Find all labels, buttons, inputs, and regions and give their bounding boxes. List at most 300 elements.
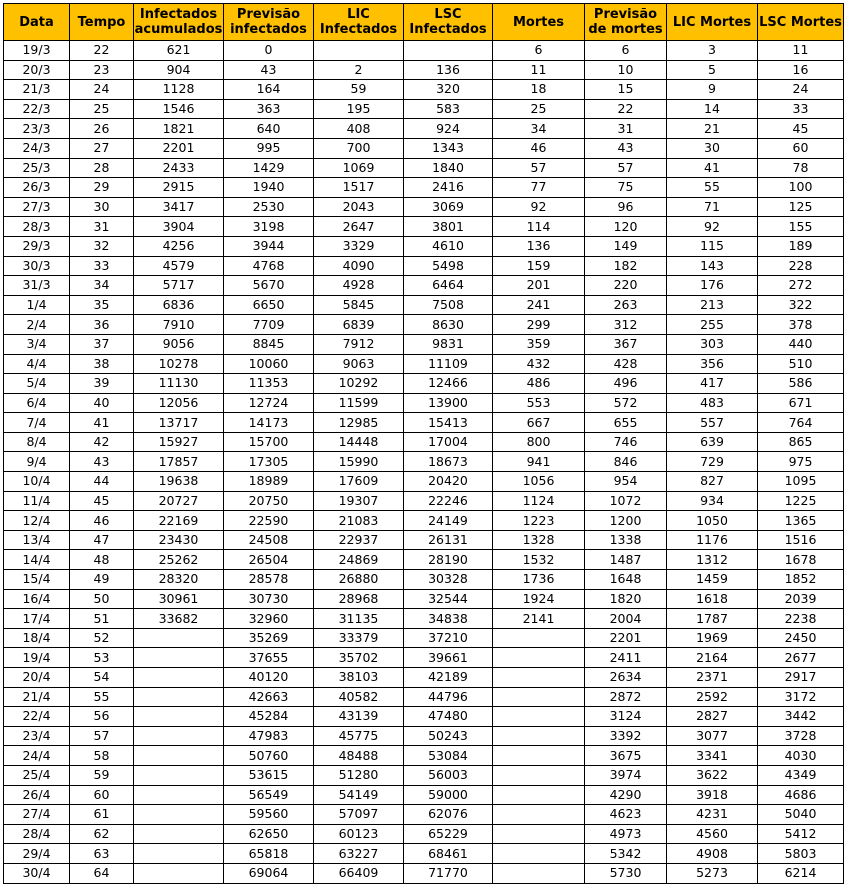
table-row: [4, 824, 844, 844]
cell-infectados-acumulados: 17857: [134, 452, 224, 472]
table-body: [4, 41, 844, 884]
cell-data: 29/3: [4, 236, 70, 256]
cell-lsc-mortes: 45: [758, 119, 844, 139]
cell-lsc-infectados: 583: [404, 99, 493, 119]
cell-tempo: 38: [70, 354, 134, 374]
cell-previsao-infectados: 30730: [224, 589, 314, 609]
cell-lsc-infectados: 320: [404, 80, 493, 100]
cell-data: 23/4: [4, 726, 70, 746]
cell-lsc-mortes: 228: [758, 256, 844, 276]
cell-tempo: 40: [70, 393, 134, 413]
cell-lic-infectados: 3329: [314, 236, 404, 256]
cell-previsao-infectados: 37655: [224, 648, 314, 668]
cell-lic-mortes: 255: [667, 315, 758, 335]
cell-lsc-infectados: 26131: [404, 530, 493, 550]
cell-mortes: 241: [493, 295, 585, 315]
cell-previsao-infectados: 8845: [224, 334, 314, 354]
cell-lic-mortes: 303: [667, 334, 758, 354]
cell-previsao-mortes: 4973: [585, 824, 667, 844]
cell-previsao-infectados: 1940: [224, 178, 314, 198]
cell-previsao-mortes: 120: [585, 217, 667, 237]
cell-lsc-infectados: 24149: [404, 511, 493, 531]
header-infectados-acumulados: Infectados acumulados: [134, 4, 224, 41]
table-row: [4, 354, 844, 374]
cell-lsc-mortes: 2677: [758, 648, 844, 668]
cell-mortes: [493, 687, 585, 707]
cell-previsao-mortes: 1820: [585, 589, 667, 609]
cell-lsc-infectados: 924: [404, 119, 493, 139]
table-row: [4, 472, 844, 492]
cell-lic-infectados: 700: [314, 138, 404, 158]
cell-lic-infectados: 31135: [314, 609, 404, 629]
cell-mortes: 6: [493, 41, 585, 61]
cell-lic-mortes: 9: [667, 80, 758, 100]
cell-lsc-mortes: 4349: [758, 765, 844, 785]
cell-mortes: [493, 668, 585, 688]
cell-mortes: 1924: [493, 589, 585, 609]
cell-tempo: 31: [70, 217, 134, 237]
cell-previsao-infectados: 7709: [224, 315, 314, 335]
cell-infectados-acumulados: 13717: [134, 413, 224, 433]
table-row: [4, 256, 844, 276]
cell-lic-mortes: 1459: [667, 570, 758, 590]
cell-lic-infectados: 38103: [314, 668, 404, 688]
cell-tempo: 23: [70, 60, 134, 80]
cell-data: 25/4: [4, 765, 70, 785]
cell-tempo: 42: [70, 432, 134, 452]
cell-lsc-mortes: 100: [758, 178, 844, 198]
cell-lsc-infectados: 9831: [404, 334, 493, 354]
cell-lsc-infectados: 15413: [404, 413, 493, 433]
cell-previsao-infectados: 3944: [224, 236, 314, 256]
cell-previsao-infectados: 43: [224, 60, 314, 80]
table-row: [4, 746, 844, 766]
table-row: [4, 197, 844, 217]
cell-lsc-infectados: 1840: [404, 158, 493, 178]
cell-previsao-infectados: 62650: [224, 824, 314, 844]
cell-infectados-acumulados: [134, 707, 224, 727]
cell-tempo: 60: [70, 785, 134, 805]
cell-data: 22/4: [4, 707, 70, 727]
cell-previsao-mortes: 96: [585, 197, 667, 217]
cell-infectados-acumulados: [134, 687, 224, 707]
cell-lsc-infectados: 71770: [404, 863, 493, 883]
cell-mortes: 1736: [493, 570, 585, 590]
cell-lsc-mortes: 125: [758, 197, 844, 217]
cell-data: 27/4: [4, 805, 70, 825]
cell-lsc-mortes: 24: [758, 80, 844, 100]
cell-lsc-mortes: 5803: [758, 844, 844, 864]
cell-mortes: [493, 785, 585, 805]
cell-lic-infectados: 15990: [314, 452, 404, 472]
cell-data: 23/3: [4, 119, 70, 139]
cell-mortes: 486: [493, 374, 585, 394]
cell-data: 20/3: [4, 60, 70, 80]
cell-lic-infectados: 60123: [314, 824, 404, 844]
cell-previsao-mortes: 220: [585, 276, 667, 296]
cell-lic-mortes: 1050: [667, 511, 758, 531]
cell-lsc-infectados: 62076: [404, 805, 493, 825]
table-row: [4, 413, 844, 433]
cell-lic-infectados: 35702: [314, 648, 404, 668]
table-row: [4, 374, 844, 394]
cell-tempo: 52: [70, 628, 134, 648]
cell-tempo: 61: [70, 805, 134, 825]
cell-lic-mortes: 41: [667, 158, 758, 178]
cell-mortes: 299: [493, 315, 585, 335]
cell-infectados-acumulados: 1821: [134, 119, 224, 139]
cell-tempo: 48: [70, 550, 134, 570]
cell-previsao-mortes: 367: [585, 334, 667, 354]
cell-infectados-acumulados: 11130: [134, 374, 224, 394]
table-row: [4, 217, 844, 237]
cell-previsao-infectados: 15700: [224, 432, 314, 452]
cell-infectados-acumulados: 4256: [134, 236, 224, 256]
cell-previsao-infectados: 59560: [224, 805, 314, 825]
cell-lic-mortes: 5273: [667, 863, 758, 883]
cell-data: 28/4: [4, 824, 70, 844]
table-row: [4, 863, 844, 883]
cell-lsc-mortes: 4030: [758, 746, 844, 766]
cell-lic-mortes: 417: [667, 374, 758, 394]
cell-data: 12/4: [4, 511, 70, 531]
cell-previsao-mortes: 3675: [585, 746, 667, 766]
cell-previsao-mortes: 3124: [585, 707, 667, 727]
cell-infectados-acumulados: [134, 648, 224, 668]
cell-data: 5/4: [4, 374, 70, 394]
cell-lsc-mortes: 671: [758, 393, 844, 413]
table-row: [4, 178, 844, 198]
cell-previsao-mortes: 428: [585, 354, 667, 374]
cell-previsao-infectados: 69064: [224, 863, 314, 883]
cell-infectados-acumulados: 1128: [134, 80, 224, 100]
cell-previsao-infectados: 2530: [224, 197, 314, 217]
cell-lsc-mortes: 1225: [758, 491, 844, 511]
cell-infectados-acumulados: 5717: [134, 276, 224, 296]
cell-lsc-mortes: 272: [758, 276, 844, 296]
cell-lsc-mortes: 3172: [758, 687, 844, 707]
cell-infectados-acumulados: 12056: [134, 393, 224, 413]
cell-lic-infectados: 33379: [314, 628, 404, 648]
cell-infectados-acumulados: 15927: [134, 432, 224, 452]
cell-lsc-mortes: 3728: [758, 726, 844, 746]
cell-previsao-infectados: 363: [224, 99, 314, 119]
cell-infectados-acumulados: 9056: [134, 334, 224, 354]
cell-infectados-acumulados: [134, 805, 224, 825]
cell-lsc-infectados: [404, 41, 493, 61]
cell-tempo: 22: [70, 41, 134, 61]
cell-lic-infectados: 26880: [314, 570, 404, 590]
cell-mortes: 77: [493, 178, 585, 198]
cell-infectados-acumulados: [134, 824, 224, 844]
cell-mortes: 1056: [493, 472, 585, 492]
cell-tempo: 33: [70, 256, 134, 276]
cell-previsao-infectados: 47983: [224, 726, 314, 746]
cell-lsc-mortes: 865: [758, 432, 844, 452]
cell-tempo: 47: [70, 530, 134, 550]
header-previsao-mortes: Previsão de mortes: [585, 4, 667, 41]
cell-data: 14/4: [4, 550, 70, 570]
cell-lsc-infectados: 20420: [404, 472, 493, 492]
cell-data: 4/4: [4, 354, 70, 374]
cell-lsc-infectados: 2416: [404, 178, 493, 198]
cell-lic-infectados: 22937: [314, 530, 404, 550]
cell-tempo: 51: [70, 609, 134, 629]
cell-previsao-mortes: 2411: [585, 648, 667, 668]
table-row: [4, 452, 844, 472]
cell-previsao-infectados: 3198: [224, 217, 314, 237]
cell-lsc-infectados: 37210: [404, 628, 493, 648]
covid-forecast-table: [3, 3, 844, 884]
cell-lic-infectados: [314, 41, 404, 61]
table-row: [4, 765, 844, 785]
cell-lsc-mortes: 975: [758, 452, 844, 472]
cell-infectados-acumulados: 2433: [134, 158, 224, 178]
cell-lic-mortes: 21: [667, 119, 758, 139]
cell-infectados-acumulados: 33682: [134, 609, 224, 629]
cell-lic-infectados: 6839: [314, 315, 404, 335]
cell-mortes: 159: [493, 256, 585, 276]
cell-previsao-infectados: 22590: [224, 511, 314, 531]
cell-mortes: 114: [493, 217, 585, 237]
header-lsc-infectados: LSC Infectados: [404, 4, 493, 41]
header-lsc-mortes: LSC Mortes: [758, 4, 844, 41]
cell-previsao-infectados: 17305: [224, 452, 314, 472]
cell-lsc-infectados: 56003: [404, 765, 493, 785]
cell-previsao-mortes: 43: [585, 138, 667, 158]
cell-previsao-infectados: 24508: [224, 530, 314, 550]
cell-lic-mortes: 71: [667, 197, 758, 217]
table-row: [4, 609, 844, 629]
cell-infectados-acumulados: [134, 765, 224, 785]
cell-lic-mortes: 92: [667, 217, 758, 237]
cell-lic-infectados: 4928: [314, 276, 404, 296]
cell-lsc-infectados: 59000: [404, 785, 493, 805]
cell-lic-mortes: 4560: [667, 824, 758, 844]
table-row: [4, 491, 844, 511]
cell-infectados-acumulados: 4579: [134, 256, 224, 276]
table-row: [4, 785, 844, 805]
cell-previsao-infectados: 42663: [224, 687, 314, 707]
cell-lsc-mortes: 189: [758, 236, 844, 256]
cell-lsc-mortes: 1365: [758, 511, 844, 531]
table-row: [4, 80, 844, 100]
cell-lsc-infectados: 12466: [404, 374, 493, 394]
cell-lic-infectados: 7912: [314, 334, 404, 354]
cell-lic-infectados: 195: [314, 99, 404, 119]
cell-lic-mortes: 176: [667, 276, 758, 296]
cell-infectados-acumulados: 23430: [134, 530, 224, 550]
cell-previsao-mortes: 1487: [585, 550, 667, 570]
cell-infectados-acumulados: 1546: [134, 99, 224, 119]
cell-lic-infectados: 45775: [314, 726, 404, 746]
cell-infectados-acumulados: 30961: [134, 589, 224, 609]
cell-lsc-mortes: 6214: [758, 863, 844, 883]
cell-previsao-infectados: 640: [224, 119, 314, 139]
cell-mortes: 800: [493, 432, 585, 452]
cell-previsao-mortes: 5342: [585, 844, 667, 864]
cell-previsao-mortes: 75: [585, 178, 667, 198]
cell-lic-infectados: 1517: [314, 178, 404, 198]
cell-lic-infectados: 9063: [314, 354, 404, 374]
cell-data: 18/4: [4, 628, 70, 648]
cell-lic-mortes: 2827: [667, 707, 758, 727]
cell-tempo: 26: [70, 119, 134, 139]
cell-lic-mortes: 1969: [667, 628, 758, 648]
cell-previsao-mortes: 57: [585, 158, 667, 178]
cell-tempo: 54: [70, 668, 134, 688]
cell-data: 26/3: [4, 178, 70, 198]
cell-lsc-mortes: 322: [758, 295, 844, 315]
cell-lic-mortes: 729: [667, 452, 758, 472]
cell-data: 15/4: [4, 570, 70, 590]
table-row: [4, 570, 844, 590]
header-data: Data: [4, 4, 70, 41]
cell-data: 19/4: [4, 648, 70, 668]
cell-lsc-infectados: 32544: [404, 589, 493, 609]
cell-lic-infectados: 59: [314, 80, 404, 100]
header-lic-mortes: LIC Mortes: [667, 4, 758, 41]
cell-data: 2/4: [4, 315, 70, 335]
cell-data: 16/4: [4, 589, 70, 609]
cell-infectados-acumulados: [134, 726, 224, 746]
cell-mortes: 1328: [493, 530, 585, 550]
cell-data: 26/4: [4, 785, 70, 805]
cell-tempo: 43: [70, 452, 134, 472]
cell-data: 29/4: [4, 844, 70, 864]
cell-previsao-mortes: 572: [585, 393, 667, 413]
cell-lsc-infectados: 68461: [404, 844, 493, 864]
cell-infectados-acumulados: 3904: [134, 217, 224, 237]
cell-tempo: 58: [70, 746, 134, 766]
cell-infectados-acumulados: [134, 628, 224, 648]
cell-lsc-infectados: 39661: [404, 648, 493, 668]
cell-tempo: 32: [70, 236, 134, 256]
cell-tempo: 41: [70, 413, 134, 433]
cell-tempo: 35: [70, 295, 134, 315]
cell-mortes: 432: [493, 354, 585, 374]
table-row: [4, 668, 844, 688]
table-row: [4, 628, 844, 648]
cell-previsao-infectados: 0: [224, 41, 314, 61]
cell-previsao-infectados: 14173: [224, 413, 314, 433]
cell-lsc-infectados: 6464: [404, 276, 493, 296]
table-row: [4, 334, 844, 354]
cell-previsao-infectados: 18989: [224, 472, 314, 492]
cell-lsc-mortes: 78: [758, 158, 844, 178]
cell-previsao-mortes: 1338: [585, 530, 667, 550]
cell-previsao-infectados: 1429: [224, 158, 314, 178]
covid-forecast-table-container: [3, 3, 844, 884]
cell-infectados-acumulados: [134, 668, 224, 688]
cell-mortes: [493, 746, 585, 766]
cell-lic-infectados: 66409: [314, 863, 404, 883]
cell-lsc-infectados: 34838: [404, 609, 493, 629]
cell-lic-infectados: 19307: [314, 491, 404, 511]
cell-lic-infectados: 5845: [314, 295, 404, 315]
cell-infectados-acumulados: 904: [134, 60, 224, 80]
cell-previsao-mortes: 1648: [585, 570, 667, 590]
cell-lic-mortes: 1176: [667, 530, 758, 550]
table-row: [4, 138, 844, 158]
cell-tempo: 25: [70, 99, 134, 119]
cell-previsao-mortes: 149: [585, 236, 667, 256]
cell-mortes: 667: [493, 413, 585, 433]
cell-lsc-mortes: 1516: [758, 530, 844, 550]
cell-mortes: 359: [493, 334, 585, 354]
cell-mortes: 46: [493, 138, 585, 158]
table-row: [4, 511, 844, 531]
cell-lsc-infectados: 42189: [404, 668, 493, 688]
cell-lsc-mortes: 4686: [758, 785, 844, 805]
cell-lic-mortes: 213: [667, 295, 758, 315]
cell-infectados-acumulados: 621: [134, 41, 224, 61]
cell-mortes: 1223: [493, 511, 585, 531]
cell-data: 30/3: [4, 256, 70, 276]
cell-tempo: 55: [70, 687, 134, 707]
cell-tempo: 63: [70, 844, 134, 864]
cell-mortes: 553: [493, 393, 585, 413]
cell-lic-mortes: 3077: [667, 726, 758, 746]
cell-lsc-infectados: 5498: [404, 256, 493, 276]
cell-data: 1/4: [4, 295, 70, 315]
cell-data: 27/3: [4, 197, 70, 217]
header-previsao-infectados: Previsão infectados: [224, 4, 314, 41]
cell-lic-infectados: 57097: [314, 805, 404, 825]
cell-previsao-mortes: 954: [585, 472, 667, 492]
cell-infectados-acumulados: 3417: [134, 197, 224, 217]
cell-previsao-mortes: 31: [585, 119, 667, 139]
cell-previsao-mortes: 15: [585, 80, 667, 100]
cell-lsc-mortes: 1678: [758, 550, 844, 570]
cell-lic-infectados: 51280: [314, 765, 404, 785]
cell-lsc-infectados: 7508: [404, 295, 493, 315]
cell-previsao-infectados: 35269: [224, 628, 314, 648]
cell-lsc-mortes: 1852: [758, 570, 844, 590]
cell-mortes: [493, 648, 585, 668]
cell-previsao-infectados: 164: [224, 80, 314, 100]
cell-data: 9/4: [4, 452, 70, 472]
cell-previsao-mortes: 2872: [585, 687, 667, 707]
cell-lsc-infectados: 11109: [404, 354, 493, 374]
cell-infectados-acumulados: 7910: [134, 315, 224, 335]
cell-previsao-mortes: 655: [585, 413, 667, 433]
table-row: [4, 119, 844, 139]
table-row: [4, 687, 844, 707]
cell-lic-mortes: 30: [667, 138, 758, 158]
cell-lsc-infectados: 4610: [404, 236, 493, 256]
cell-lic-infectados: 24869: [314, 550, 404, 570]
cell-lic-infectados: 12985: [314, 413, 404, 433]
cell-mortes: [493, 863, 585, 883]
cell-lsc-mortes: 1095: [758, 472, 844, 492]
cell-tempo: 27: [70, 138, 134, 158]
cell-previsao-mortes: 4290: [585, 785, 667, 805]
cell-previsao-infectados: 65818: [224, 844, 314, 864]
cell-lic-mortes: 2592: [667, 687, 758, 707]
cell-lsc-infectados: 3801: [404, 217, 493, 237]
cell-lsc-infectados: 3069: [404, 197, 493, 217]
cell-lic-infectados: 10292: [314, 374, 404, 394]
cell-previsao-mortes: 846: [585, 452, 667, 472]
cell-lsc-mortes: 16: [758, 60, 844, 80]
cell-data: 21/3: [4, 80, 70, 100]
cell-lic-mortes: 1618: [667, 589, 758, 609]
cell-previsao-infectados: 40120: [224, 668, 314, 688]
cell-mortes: [493, 628, 585, 648]
cell-lsc-mortes: 440: [758, 334, 844, 354]
table-row: [4, 432, 844, 452]
